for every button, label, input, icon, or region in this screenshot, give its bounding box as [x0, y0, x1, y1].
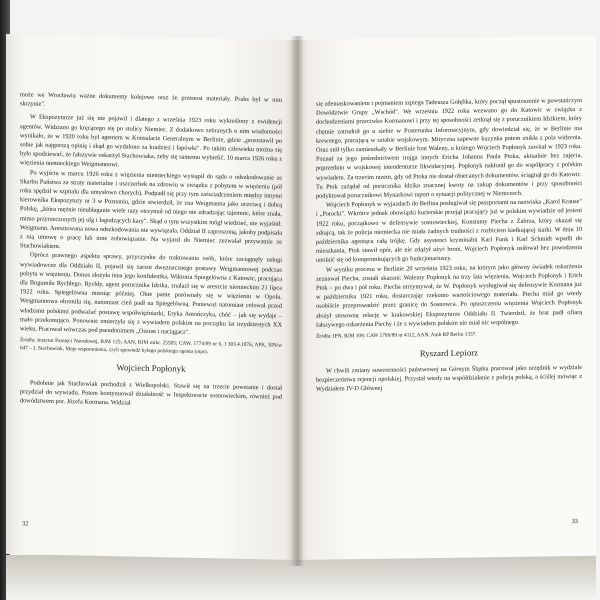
- left-paragraph: Po wyjściu w marcu 1926 roku z więzienia niemieckiego wystąpił do sądu o odszkodowanie ze Skarbu Państwa za straty materialne i uszczerbek na zdrowiu w związku z pobytem w więzieniu (pół roku spędził w szpitalu dla umysłowo chorych). Podpadł się przy tym zaświadczeniem między innymi kierownika Ekspozytury nr 3 w Poznaniu, gdzie stwierdził, że zna Weigmanna jako uczciwą i dobrą Polskę, „która mężnie nieubłaganie wiele razy otrzymał od niego nie zdradzając tajemnic, które znała, mimo przyrzeczonych jej ulg i łagodzących kary". Skąd o tym wszystkim mógł wiedzieć, nie wyjaśnił. Weigmann. Aresztowana nowa odszkodowania nie wywiązała. Oddział II zaproszoną, jakoby podpisała z nią umowę o pracę lub inne zobowiązanie. Na wyjazd do Niemiec zezwalał przywatnie ze Stachowiakiem.: [20, 169, 282, 251]
- left-paragraph: Oprócz prawnego aspektu sprawy, przyczynku do traktowania osób, które zaciągnęły usługi wywiadowcze dla Oddziału II, pojawił się zarzut dwuznacznego postawy Weigmannowej podczas pobytu w więzieniu. Donos złożyła inna jego konfidentka, Wiktoria Spiegelówna z Katowic, pracująca dla Bogumiła Rychłego. Rychły, agent porucznika Idzika, znalazł się w areszcie niemieckim 21 lipca 1922 roku. Spiegelówna miesiąc później. Obie panie porównały się w więzieniu w Opolu. Weigmannowa obroniła się, natomiast cień padł na Spiegelówną. Ponieważ natomiast celował przed władzami polskimi podważać postawę współwięźniarki, Eryka Antończyka, chóć – jak się wydaje – mało przekonująco. Ponownie zmierzyła się z wywiadem polskim na początku lat trzydziestych XX wieku. Pracował wówczas pod pseudonimem „Oszust i naciągacz".: [20, 251, 282, 336]
- page-number-left: 32: [22, 520, 29, 528]
- open-book: [6, 40, 596, 600]
- right-paragraph: W wyniku procesu w Berlinie 20 września 1923 roku, na którym jako główny świadek oskarżenia zeznawał Piecha, zostali skazani: Walenty Popłonyk na trzy lata więzienia, Wojciech Popłonyk i Erich Ptok – po dwa i pół roku. Piecha utrzymywał, że W. Popłonyk wysługiwał się defensywie Kormana już w październiku 1921 roku, dostarczając rzekomo wartościowego materiału. Piecha miał go wtedy osobiście przeprowadzić przez granicę do Sosnowca. Po opuszczeniu więzienia Wojciech Popłonyk złożył stosowną relację w krakowskiej Ekspozyturze Oddziału II. Twierdził, że brat padł ofiarą fałszywego oskarżenia Piechy i że z wywiadem polskim nie miał nic wspólnego.: [316, 262, 582, 329]
- left-page-content: [20, 90, 282, 411]
- page-number-right: 33: [571, 518, 578, 526]
- right-paragraph: Wojciech Popłonyk w wyjazdach do Berlina posługiwał się paszportami na nazwiska „Karol Krause" i „Potocki". Wkrótce jednak obowiązki kurierskie przejął pracujący już w polskim wywiadzie od jesieni 1922 roku, początkowo w defensywie sosnowieckiej, Konstanty Piecha z Zabrza, który okazał się zdrajcą, tak że policja niemiecka nie miała żadnych trudności z rozbiciem kiełkującej siatki. W dniu 10 października agentąca całą trójkę. Gdy asystenci kryminalni Karl Funk i Karl Schmidt wpadli do mieszkania, Ptok stawił opór, ale nie zdążył użyć broni. Wojciech Popłonyk usiłował bez powodzenia unolnić się od kompromitujących go funkcjonariuszy.: [316, 198, 582, 265]
- section-heading-lepiorz: Ryszard Lepiorz: [419, 347, 479, 358]
- right-page: [296, 36, 596, 560]
- left-section-paragraph: Podobnie jak Stachowiak pochodził z Wielkopolski. Stawił się na trzecie powstanie i dostał przydział do wywiadu. Potem kontynuował działalność w Inspektoracie sosnowieckim, również pod dowództwem por. Józefa Kormana. Widział: [20, 379, 282, 407]
- left-page: [6, 34, 296, 560]
- right-paragraph: się zdemaskowaniem i pojmaniem szpiega Tadeusza Gołębka, który począł spustoszenie w powstańczym Dowództwie Grupy „Wschód". We wrześniu 1922 roku wezwano go do Katowic w związku z dochodzeniami przeciwko Kormanowi i przy tej sposobności zetknął się z porucznikiem Idzikiem, który chętnie zatrudnił go u siebie w Posterunku Informacyjnym, gdy dowiedział się, że w Berlinie ma krewnego, pracującą w sztabie wojskowym. Mityczna zapewne kuzynka potem znikła z pola widzenia. Oraz stół tylko zamieszkały w Berlinie brat Waleny, u którego Wojciech Popłonyk zawitał w 1923 roku. Poznał za jego pośrednictwem trojga innych Ericha Johanna Paula Ptoka, aktualnie bez zajęcia, poprzednio w wojskowej intendenturze likwidacyjnej. Popłonyk nakłonił go do współpracy z polskim wywiadem. Za trzecim razem, gdy od Ptoka nie dostał obiecanych dokumentów, ściągnął go do Katowic. Tu Ptok zażądał od porucznika Idzika znacznej kwoty na zakup dokumentów i przy sposobności podyktował porucznikowi Mynarkowi raport o sytuacji politycznej w Niemczech.: [316, 97, 582, 200]
- right-source-note: Źródła: IPN, RJM 109; CAW 1769/89 nr 4112, AAN, Amb RP Berlin 1337.: [316, 331, 477, 340]
- left-source-note: Źródła: Instytut Pamięci Narodowej, RJM 125; AAN, RJM mikr. 25585; CAW, 1774/89 nr 6, I 303.4.1876; APK, ŚIN/w 647 – J. Stachowiak, Moje wspomnienia, czyli spowiedź byłego polskiego agenta (mps).: [20, 337, 282, 356]
- right-page-content: [316, 96, 582, 394]
- left-paragraph: W Ekspozyturze już się nie pojawił i dlatego z września 1923 roku wykreślony z ewidencji agentów. Widziano go kręcącego się po stolicy Niemiec. Z dodatkowo zebranych o nim wiadomości wynikało, że w 1920 roku był agentem w Konsulacie Generalnym w Berlinie, gdzie „pozostawił po sobie jak najgorszą opinię i skąd go wydalono za kradzież i łapówki". Po takim człowieku można się było spodziewać, że fałszywie oskarżył Stachowiaka, żeby się samemu wybielić. 10 marca 1926 roku z więzienia niemieckiego Weigmannowi.: [20, 113, 282, 169]
- left-intro-line: może we Wrocławiu ważne dokumenty kolejowe oraz że przenosi materiały. Praks był w nim skrzynie".: [20, 91, 282, 108]
- book-spine-gutter: [290, 36, 304, 566]
- right-section-paragraph: W chwili zmiany suwerenności państwowej na Górnym Śląsku pracował jako urzędnik w wydziale bezpieczeństwa rejencji opolskiej. Przystał wtedy na współdziałanie z policją polską, a ściślej mówiąc z Wydziałem IV-D Głównej: [316, 363, 582, 394]
- section-heading-poplonyk: Wojciech Popłonyk: [116, 362, 186, 375]
